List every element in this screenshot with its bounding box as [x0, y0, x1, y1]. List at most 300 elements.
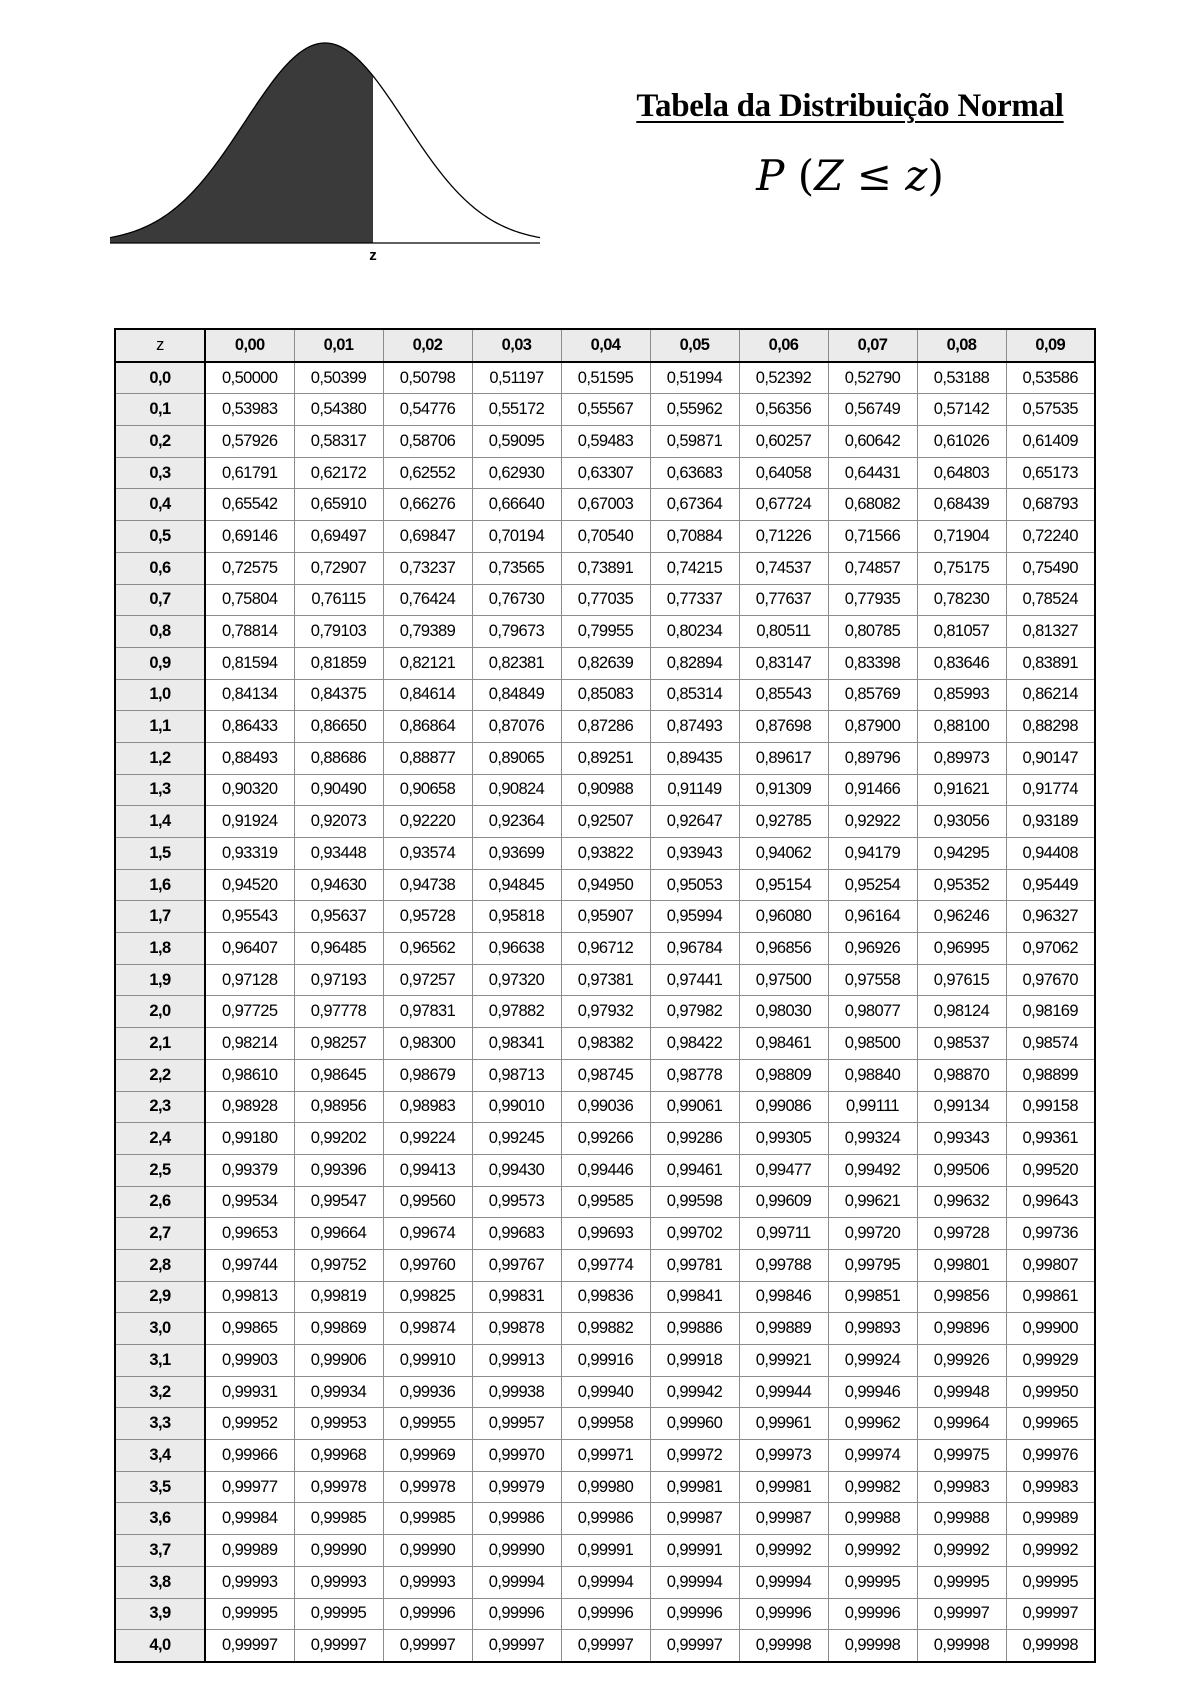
row-header-z: 3,2 — [115, 1376, 205, 1408]
probability-cell: 0,89617 — [739, 742, 828, 774]
table-row — [115, 838, 1095, 870]
probability-cell: 0,76115 — [294, 584, 383, 616]
row-header-z: 2,4 — [115, 1123, 205, 1155]
probability-cell: 0,99961 — [739, 1408, 828, 1440]
table-row — [115, 1630, 1095, 1662]
probability-cell: 0,63683 — [650, 457, 739, 489]
probability-cell: 0,99996 — [472, 1598, 561, 1630]
probability-cell: 0,88493 — [205, 742, 294, 774]
probability-cell: 0,99989 — [205, 1535, 294, 1567]
probability-cell: 0,99903 — [205, 1345, 294, 1377]
probability-cell: 0,72907 — [294, 552, 383, 584]
row-header-z: 2,1 — [115, 1028, 205, 1060]
probability-cell: 0,99831 — [472, 1281, 561, 1313]
probability-cell: 0,91309 — [739, 774, 828, 806]
probability-cell: 0,74857 — [828, 552, 917, 584]
probability-cell: 0,99825 — [383, 1281, 472, 1313]
probability-cell: 0,99324 — [828, 1123, 917, 1155]
probability-cell: 0,50399 — [294, 362, 383, 394]
probability-cell: 0,99993 — [383, 1566, 472, 1598]
formula-rparen: ) — [927, 151, 944, 200]
table-row — [115, 1471, 1095, 1503]
table-row — [115, 964, 1095, 996]
probability-cell: 0,99938 — [472, 1376, 561, 1408]
probability-cell: 0,92220 — [383, 806, 472, 838]
table-row — [115, 1154, 1095, 1186]
table-row — [115, 711, 1095, 743]
corner-header: z — [115, 329, 205, 362]
probability-cell: 0,70884 — [650, 521, 739, 553]
probability-cell: 0,97778 — [294, 996, 383, 1028]
probability-cell: 0,99971 — [561, 1440, 650, 1472]
probability-cell: 0,88877 — [383, 742, 472, 774]
probability-cell: 0,87900 — [828, 711, 917, 743]
row-header-z: 2,9 — [115, 1281, 205, 1313]
probability-cell: 0,84849 — [472, 679, 561, 711]
table-row — [115, 869, 1095, 901]
probability-cell: 0,99994 — [739, 1566, 828, 1598]
probability-cell: 0,99968 — [294, 1440, 383, 1472]
probability-cell: 0,57535 — [1006, 394, 1095, 426]
row-header-z: 0,8 — [115, 616, 205, 648]
probability-cell: 0,97982 — [650, 996, 739, 1028]
probability-cell: 0,50000 — [205, 362, 294, 394]
probability-cell: 0,99987 — [739, 1503, 828, 1535]
page-title: Tabela da Distribuição Normal — [636, 88, 1064, 124]
probability-cell: 0,82894 — [650, 647, 739, 679]
probability-cell: 0,99995 — [917, 1566, 1006, 1598]
probability-cell: 0,99520 — [1006, 1154, 1095, 1186]
probability-cell: 0,99950 — [1006, 1376, 1095, 1408]
probability-cell: 0,99910 — [383, 1345, 472, 1377]
probability-cell: 0,95818 — [472, 901, 561, 933]
probability-cell: 0,99960 — [650, 1408, 739, 1440]
probability-cell: 0,97441 — [650, 964, 739, 996]
probability-cell: 0,99795 — [828, 1249, 917, 1281]
probability-cell: 0,97193 — [294, 964, 383, 996]
probability-cell: 0,52790 — [828, 362, 917, 394]
probability-cell: 0,99997 — [205, 1630, 294, 1662]
formula-z: z — [905, 151, 928, 200]
probability-cell: 0,86650 — [294, 711, 383, 743]
probability-cell: 0,99158 — [1006, 1091, 1095, 1123]
probability-cell: 0,99983 — [1006, 1471, 1095, 1503]
probability-cell: 0,99975 — [917, 1440, 1006, 1472]
row-header-z: 1,9 — [115, 964, 205, 996]
header — [600, 88, 1100, 200]
row-header-z: 3,0 — [115, 1313, 205, 1345]
probability-cell: 0,92785 — [739, 806, 828, 838]
probability-cell: 0,99982 — [828, 1471, 917, 1503]
probability-cell: 0,68082 — [828, 489, 917, 521]
probability-cell: 0,99979 — [472, 1471, 561, 1503]
row-header-z: 0,1 — [115, 394, 205, 426]
probability-cell: 0,99889 — [739, 1313, 828, 1345]
probability-cell: 0,99929 — [1006, 1345, 1095, 1377]
column-header: 0,07 — [828, 329, 917, 362]
probability-cell: 0,95728 — [383, 901, 472, 933]
probability-cell: 0,85769 — [828, 679, 917, 711]
probability-cell: 0,99994 — [650, 1566, 739, 1598]
probability-cell: 0,55962 — [650, 394, 739, 426]
probability-cell: 0,99973 — [739, 1440, 828, 1472]
probability-cell: 0,64058 — [739, 457, 828, 489]
probability-cell: 0,82381 — [472, 647, 561, 679]
z-marker-label: z — [369, 247, 377, 264]
probability-cell: 0,99924 — [828, 1345, 917, 1377]
probability-cell: 0,99413 — [383, 1154, 472, 1186]
row-header-z: 1,0 — [115, 679, 205, 711]
probability-cell: 0,98840 — [828, 1059, 917, 1091]
probability-cell: 0,90490 — [294, 774, 383, 806]
probability-cell: 0,63307 — [561, 457, 650, 489]
probability-cell: 0,87493 — [650, 711, 739, 743]
probability-cell: 0,99996 — [828, 1598, 917, 1630]
probability-cell: 0,78230 — [917, 584, 1006, 616]
probability-cell: 0,97882 — [472, 996, 561, 1028]
probability-cell: 0,88100 — [917, 711, 1006, 743]
probability-cell: 0,59095 — [472, 426, 561, 458]
row-header-z: 1,8 — [115, 933, 205, 965]
probability-cell: 0,68793 — [1006, 489, 1095, 521]
probability-cell: 0,57142 — [917, 394, 1006, 426]
probability-cell: 0,99752 — [294, 1249, 383, 1281]
probability-cell: 0,99991 — [650, 1535, 739, 1567]
probability-cell: 0,66276 — [383, 489, 472, 521]
probability-cell: 0,70540 — [561, 521, 650, 553]
probability-cell: 0,98422 — [650, 1028, 739, 1060]
table-row — [115, 742, 1095, 774]
probability-cell: 0,96784 — [650, 933, 739, 965]
probability-cell: 0,82639 — [561, 647, 650, 679]
probability-cell: 0,99934 — [294, 1376, 383, 1408]
table-row — [115, 1313, 1095, 1345]
probability-cell: 0,91924 — [205, 806, 294, 838]
probability-cell: 0,73565 — [472, 552, 561, 584]
probability-cell: 0,89065 — [472, 742, 561, 774]
probability-cell: 0,99965 — [1006, 1408, 1095, 1440]
probability-cell: 0,99986 — [472, 1503, 561, 1535]
probability-cell: 0,80234 — [650, 616, 739, 648]
probability-cell: 0,99997 — [1006, 1598, 1095, 1630]
probability-cell: 0,87286 — [561, 711, 650, 743]
probability-cell: 0,72240 — [1006, 521, 1095, 553]
table-row — [115, 394, 1095, 426]
table-row — [115, 457, 1095, 489]
row-header-z: 1,3 — [115, 774, 205, 806]
row-header-z: 3,1 — [115, 1345, 205, 1377]
probability-cell: 0,98870 — [917, 1059, 1006, 1091]
probability-cell: 0,62552 — [383, 457, 472, 489]
shaded-area — [110, 43, 373, 243]
probability-cell: 0,74537 — [739, 552, 828, 584]
probability-cell: 0,85083 — [561, 679, 650, 711]
probability-cell: 0,97257 — [383, 964, 472, 996]
probability-cell: 0,99981 — [739, 1471, 828, 1503]
probability-cell: 0,94408 — [1006, 838, 1095, 870]
row-header-z: 0,3 — [115, 457, 205, 489]
probability-cell: 0,99856 — [917, 1281, 1006, 1313]
probability-cell: 0,87076 — [472, 711, 561, 743]
probability-cell: 0,76424 — [383, 584, 472, 616]
probability-cell: 0,98461 — [739, 1028, 828, 1060]
probability-cell: 0,95154 — [739, 869, 828, 901]
probability-cell: 0,99900 — [1006, 1313, 1095, 1345]
probability-cell: 0,99996 — [561, 1598, 650, 1630]
row-header-z: 2,3 — [115, 1091, 205, 1123]
probability-cell: 0,97500 — [739, 964, 828, 996]
probability-cell: 0,77035 — [561, 584, 650, 616]
probability-cell: 0,95449 — [1006, 869, 1095, 901]
probability-cell: 0,99683 — [472, 1218, 561, 1250]
probability-cell: 0,95543 — [205, 901, 294, 933]
probability-cell: 0,95907 — [561, 901, 650, 933]
table-row — [115, 647, 1095, 679]
table-row — [115, 1345, 1095, 1377]
probability-cell: 0,99632 — [917, 1186, 1006, 1218]
probability-cell: 0,99988 — [828, 1503, 917, 1535]
formula-le: ≤ — [856, 151, 892, 200]
probability-cell: 0,98679 — [383, 1059, 472, 1091]
probability-cell: 0,96246 — [917, 901, 1006, 933]
probability-cell: 0,93448 — [294, 838, 383, 870]
probability-cell: 0,91621 — [917, 774, 1006, 806]
probability-cell: 0,99010 — [472, 1091, 561, 1123]
probability-cell: 0,95994 — [650, 901, 739, 933]
probability-cell: 0,99461 — [650, 1154, 739, 1186]
probability-cell: 0,86433 — [205, 711, 294, 743]
probability-cell: 0,79673 — [472, 616, 561, 648]
probability-cell: 0,99036 — [561, 1091, 650, 1123]
probability-cell: 0,98382 — [561, 1028, 650, 1060]
probability-cell: 0,99921 — [739, 1345, 828, 1377]
probability-cell: 0,99492 — [828, 1154, 917, 1186]
probability-cell: 0,94630 — [294, 869, 383, 901]
probability-cell: 0,98169 — [1006, 996, 1095, 1028]
probability-cell: 0,99990 — [472, 1535, 561, 1567]
probability-cell: 0,93943 — [650, 838, 739, 870]
normal-table-container — [114, 328, 1094, 1663]
probability-cell: 0,96926 — [828, 933, 917, 965]
probability-cell: 0,55567 — [561, 394, 650, 426]
probability-cell: 0,94738 — [383, 869, 472, 901]
probability-cell: 0,84375 — [294, 679, 383, 711]
probability-cell: 0,55172 — [472, 394, 561, 426]
probability-cell: 0,99893 — [828, 1313, 917, 1345]
probability-cell: 0,93822 — [561, 838, 650, 870]
probability-cell: 0,99940 — [561, 1376, 650, 1408]
probability-cell: 0,89251 — [561, 742, 650, 774]
probability-cell: 0,99807 — [1006, 1249, 1095, 1281]
probability-cell: 0,99970 — [472, 1440, 561, 1472]
probability-cell: 0,89973 — [917, 742, 1006, 774]
probability-cell: 0,58706 — [383, 426, 472, 458]
probability-cell: 0,99585 — [561, 1186, 650, 1218]
probability-cell: 0,99086 — [739, 1091, 828, 1123]
probability-cell: 0,99996 — [383, 1598, 472, 1630]
probability-cell: 0,99720 — [828, 1218, 917, 1250]
probability-cell: 0,59871 — [650, 426, 739, 458]
probability-cell: 0,96485 — [294, 933, 383, 965]
probability-cell: 0,99361 — [1006, 1123, 1095, 1155]
probability-cell: 0,99744 — [205, 1249, 294, 1281]
probability-cell: 0,99992 — [828, 1535, 917, 1567]
row-header-z: 3,8 — [115, 1566, 205, 1598]
probability-cell: 0,99986 — [561, 1503, 650, 1535]
probability-cell: 0,99643 — [1006, 1186, 1095, 1218]
probability-cell: 0,99767 — [472, 1249, 561, 1281]
probability-cell: 0,97615 — [917, 964, 1006, 996]
row-header-z: 2,8 — [115, 1249, 205, 1281]
probability-cell: 0,98300 — [383, 1028, 472, 1060]
column-header: 0,01 — [294, 329, 383, 362]
column-header: 0,03 — [472, 329, 561, 362]
probability-cell: 0,65542 — [205, 489, 294, 521]
probability-cell: 0,99180 — [205, 1123, 294, 1155]
probability-cell: 0,72575 — [205, 552, 294, 584]
probability-cell: 0,99621 — [828, 1186, 917, 1218]
column-header: 0,02 — [383, 329, 472, 362]
probability-cell: 0,99560 — [383, 1186, 472, 1218]
probability-cell: 0,99906 — [294, 1345, 383, 1377]
probability-cell: 0,53983 — [205, 394, 294, 426]
probability-cell: 0,86214 — [1006, 679, 1095, 711]
probability-cell: 0,96856 — [739, 933, 828, 965]
probability-cell: 0,99846 — [739, 1281, 828, 1313]
probability-cell: 0,99936 — [383, 1376, 472, 1408]
probability-cell: 0,97128 — [205, 964, 294, 996]
column-header: 0,08 — [917, 329, 1006, 362]
probability-cell: 0,75490 — [1006, 552, 1095, 584]
probability-cell: 0,99851 — [828, 1281, 917, 1313]
table-row — [115, 1598, 1095, 1630]
row-header-z: 0,4 — [115, 489, 205, 521]
probability-cell: 0,99962 — [828, 1408, 917, 1440]
column-header: 0,05 — [650, 329, 739, 362]
row-header-z: 0,9 — [115, 647, 205, 679]
table-row — [115, 679, 1095, 711]
probability-cell: 0,99983 — [917, 1471, 1006, 1503]
formula-Z: Z — [814, 151, 844, 200]
probability-cell: 0,97670 — [1006, 964, 1095, 996]
probability-cell: 0,99379 — [205, 1154, 294, 1186]
probability-cell: 0,76730 — [472, 584, 561, 616]
probability-cell: 0,99674 — [383, 1218, 472, 1250]
table-row — [115, 1028, 1095, 1060]
probability-cell: 0,51595 — [561, 362, 650, 394]
row-header-z: 1,6 — [115, 869, 205, 901]
probability-cell: 0,99224 — [383, 1123, 472, 1155]
probability-cell: 0,98956 — [294, 1091, 383, 1123]
probability-cell: 0,93319 — [205, 838, 294, 870]
probability-cell: 0,99993 — [294, 1566, 383, 1598]
normal-distribution-table — [114, 328, 1096, 1663]
probability-cell: 0,99997 — [294, 1630, 383, 1662]
probability-cell: 0,96638 — [472, 933, 561, 965]
probability-cell: 0,99926 — [917, 1345, 1006, 1377]
probability-cell: 0,99801 — [917, 1249, 1006, 1281]
probability-cell: 0,98928 — [205, 1091, 294, 1123]
table-row — [115, 521, 1095, 553]
probability-cell: 0,97062 — [1006, 933, 1095, 965]
table-row — [115, 933, 1095, 965]
probability-cell: 0,99953 — [294, 1408, 383, 1440]
table-row — [115, 1186, 1095, 1218]
probability-cell: 0,61409 — [1006, 426, 1095, 458]
probability-cell: 0,51994 — [650, 362, 739, 394]
table-row — [115, 584, 1095, 616]
probability-cell: 0,83147 — [739, 647, 828, 679]
row-header-z: 2,6 — [115, 1186, 205, 1218]
probability-cell: 0,94295 — [917, 838, 1006, 870]
probability-cell: 0,56356 — [739, 394, 828, 426]
row-header-z: 0,6 — [115, 552, 205, 584]
probability-cell: 0,73237 — [383, 552, 472, 584]
table-row — [115, 489, 1095, 521]
probability-cell: 0,98214 — [205, 1028, 294, 1060]
probability-cell: 0,99728 — [917, 1218, 1006, 1250]
probability-cell: 0,64431 — [828, 457, 917, 489]
probability-cell: 0,67364 — [650, 489, 739, 521]
probability-cell: 0,97381 — [561, 964, 650, 996]
probability-cell: 0,99990 — [294, 1535, 383, 1567]
probability-cell: 0,99989 — [1006, 1503, 1095, 1535]
table-row — [115, 616, 1095, 648]
probability-cell: 0,99992 — [1006, 1535, 1095, 1567]
probability-cell: 0,99245 — [472, 1123, 561, 1155]
table-row — [115, 1535, 1095, 1567]
probability-cell: 0,99781 — [650, 1249, 739, 1281]
row-header-z: 2,0 — [115, 996, 205, 1028]
probability-cell: 0,99813 — [205, 1281, 294, 1313]
probability-cell: 0,97725 — [205, 996, 294, 1028]
probability-cell: 0,99995 — [1006, 1566, 1095, 1598]
probability-cell: 0,92364 — [472, 806, 561, 838]
probability-cell: 0,93189 — [1006, 806, 1095, 838]
probability-cell: 0,80511 — [739, 616, 828, 648]
table-row — [115, 552, 1095, 584]
probability-cell: 0,99547 — [294, 1186, 383, 1218]
probability-cell: 0,92507 — [561, 806, 650, 838]
table-row — [115, 1503, 1095, 1535]
probability-cell: 0,77637 — [739, 584, 828, 616]
probability-cell: 0,99966 — [205, 1440, 294, 1472]
probability-cell: 0,93574 — [383, 838, 472, 870]
probability-cell: 0,60257 — [739, 426, 828, 458]
row-header-z: 2,7 — [115, 1218, 205, 1250]
probability-cell: 0,98610 — [205, 1059, 294, 1091]
row-header-z: 1,1 — [115, 711, 205, 743]
probability-cell: 0,50798 — [383, 362, 472, 394]
table-row — [115, 1566, 1095, 1598]
table-header-row — [115, 329, 1095, 362]
probability-cell: 0,94179 — [828, 838, 917, 870]
table-row — [115, 806, 1095, 838]
probability-cell: 0,99994 — [561, 1566, 650, 1598]
probability-cell: 0,98124 — [917, 996, 1006, 1028]
probability-cell: 0,86864 — [383, 711, 472, 743]
probability-cell: 0,69847 — [383, 521, 472, 553]
formula-lparen: ( — [797, 151, 815, 200]
probability-cell: 0,99573 — [472, 1186, 561, 1218]
probability-cell: 0,97558 — [828, 964, 917, 996]
probability-cell: 0,98713 — [472, 1059, 561, 1091]
probability-cell: 0,99202 — [294, 1123, 383, 1155]
probability-cell: 0,87698 — [739, 711, 828, 743]
probability-cell: 0,73891 — [561, 552, 650, 584]
probability-cell: 0,95637 — [294, 901, 383, 933]
probability-cell: 0,99609 — [739, 1186, 828, 1218]
